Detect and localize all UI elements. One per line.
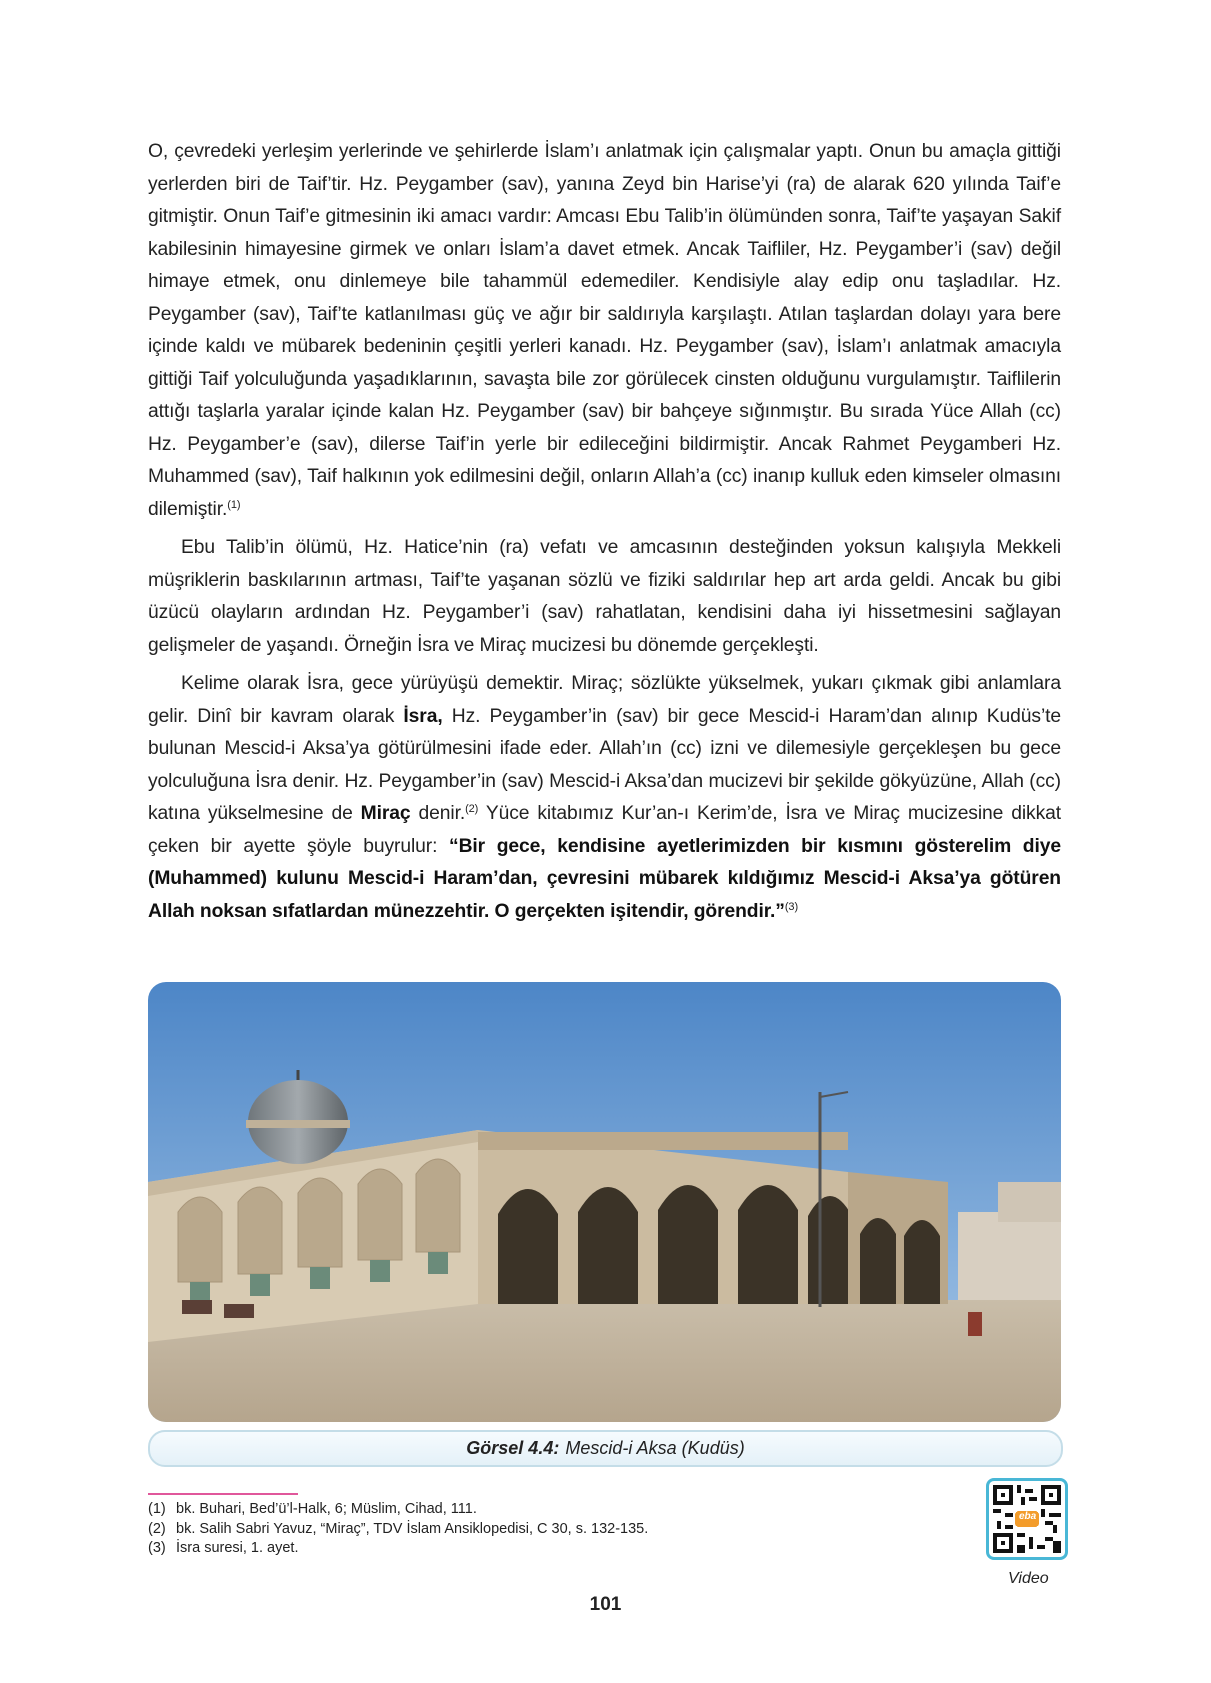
eba-badge: eba — [1019, 1511, 1037, 1522]
main-text — [148, 136, 1061, 928]
footnote-ref-1[interactable]: (1) — [227, 498, 241, 511]
footnote-ref-3[interactable]: (3) — [784, 900, 799, 913]
paragraph-2: Ebu Talib’in ölümü, Hz. Hatice’nin (ra) vefatı ve amcasının desteğinden yoksun kalışıyla Mekkeli müşriklerin baskılarının artması, Taif’te yaşanan sözlü ve fiziki saldırılar hep art arda geldi. Ancak bu gibi üzücü olayların ardından Hz. Peygamber’i (sav) rahatlatan, kendisini daha iyi hissetmesini sağlayan gelişmeler de yaşandı. Örneğin İsra ve Miraç mucizesi bu dönemde gerçekleşti. — [148, 537, 1061, 656]
paragraph-1: O, çevredeki yerleşim yerlerinde ve şehirlerde İslam’ı anlatmak için çalışmalar yaptı. Onun bu amaçla gittiği yerlerden biri de Taif’tir. Hz. Peygamber (sav), yanına Zeyd bin Harise’yi (ra) de alarak 620 yılında Taif’e gitmiştir. Onun Taif’e gitmesinin iki amacı vardır: Amcası Ebu Talib’in ölümünden sonra, Taif’te yaşayan Sakif kabilesinin himayesine girmek ve onları İslam’a davet etmek. Ancak Taifliler, Hz. Peygamber’i (sav) değil himaye etmek, onu dinlemeye bile tahammül edemediler. Kendisiyle alay edip onu taşladılar. Hz. Peygamber (sav), Taif’te katlanılması güç ve ağır bir saldırıyla karşılaştı. Atılan taşlardan dolayı yara bere içinde kaldı ve mübarek bedeninin çeşitli yerleri kanadı. Hz. Peygamber (sav), İslam’ı anlatmak amacıyla gittiği Taif yolculuğunda yaşadıklarının, savaşta bile zor görülecek cinsten olduğunu vurgulamıştır. Taiflilerin attığı taşlarla yaralar içinde kalan Hz. Peygamber (sav) bir bahçeye sığınmıştır. Bu sırada Yüce Allah (cc) Hz. Peygamber’e (sav), dilerse Taif’in yerle bir edileceğini bildirmiştir. Ancak Rahmet Peygamberi Hz. Muhammed (sav), Taif halkının yok edilmesini değil, onların Allah’a (cc) inanıp kulluk eden kimseler olmasını dilemiştir.$^{(1)}$ — [148, 141, 1061, 520]
footnote-ref-2[interactable]: (2) — [465, 803, 479, 815]
footnotes — [148, 1500, 848, 1559]
footnote-2: (2) bk. Salih Sabri Yavuz, “Miraç”, TDV İslam Ansiklopedisi, C 30, s. 132-135. — [148, 1520, 649, 1537]
quran-quote: “Bir gece, kendisine ayetlerimizden bir kısmını gösterelim diye (Muhammed) kulunu Mescid-i Haram’dan, çevresini mübarek kıldığımız Mescid-i Aksa’ya götüren Allah noksan sıfatlardan münezzehtir. O gerçekten işitendir, görendir.” — [148, 835, 1061, 922]
paragraph-3: Kelime olarak İsra, gece yürüyüşü demektir. Miraç; sözlükte yükselmek, yukarı çıkmak gibi anlamlara gelir. Dinî bir kavram olarak İsra, Hz. Peygamber’in (sav) bir gece Mescid-i Haram’dan alınıp Kudüs’te bulunan Mescid-i Aksa’ya götürülmesini ifade eder. Allah’ın (cc) izni ve dilemesiyle gerçekleşen bu gece yolculuğuna İsra denir. Hz. Peygamber’in (sav) Mescid-i Aksa’dan mucizevi bir şekilde gökyüzüne, Allah (cc) katına yükselmesine de Miraç denir.$^{(2)}$ Yüce kitabımız Kur’an-ı Kerim’de, İsra ve Miraç mucizesine dikkat çeken bir ayette şöyle buyrulur: “Bir gece, kendisine ayetlerimizden bir kısmını gösterelim diye (Muhammed) kulunu Mescid-i Haram’dan, çevresini mübarek kıldığımız Mescid-i Aksa’ya götüren Allah noksan sıfatlardan münezzehtir. O gerçekten işitendir, görendir.”$^{(3)}$ — [148, 673, 1062, 922]
footnote-3: (3) İsra suresi, 1. ayet. — [148, 1540, 299, 1556]
footnote-divider — [148, 1493, 298, 1495]
page-number: 101 — [589, 1594, 622, 1615]
footnote-1: (1) bk. Buhari, Bed’ü’l-Halk, 6; Müslim, Cihad, 111. — [148, 1501, 477, 1517]
qr-video-label: Video — [1008, 1570, 1049, 1587]
figure-caption — [148, 1430, 1063, 1467]
figure-title: Mescid-i Aksa (Kudüs) — [565, 1438, 745, 1458]
qr-code-icon[interactable] — [986, 1478, 1068, 1560]
figure-label: Görsel 4.4: — [466, 1438, 560, 1458]
mosque-photo — [148, 982, 1061, 1422]
